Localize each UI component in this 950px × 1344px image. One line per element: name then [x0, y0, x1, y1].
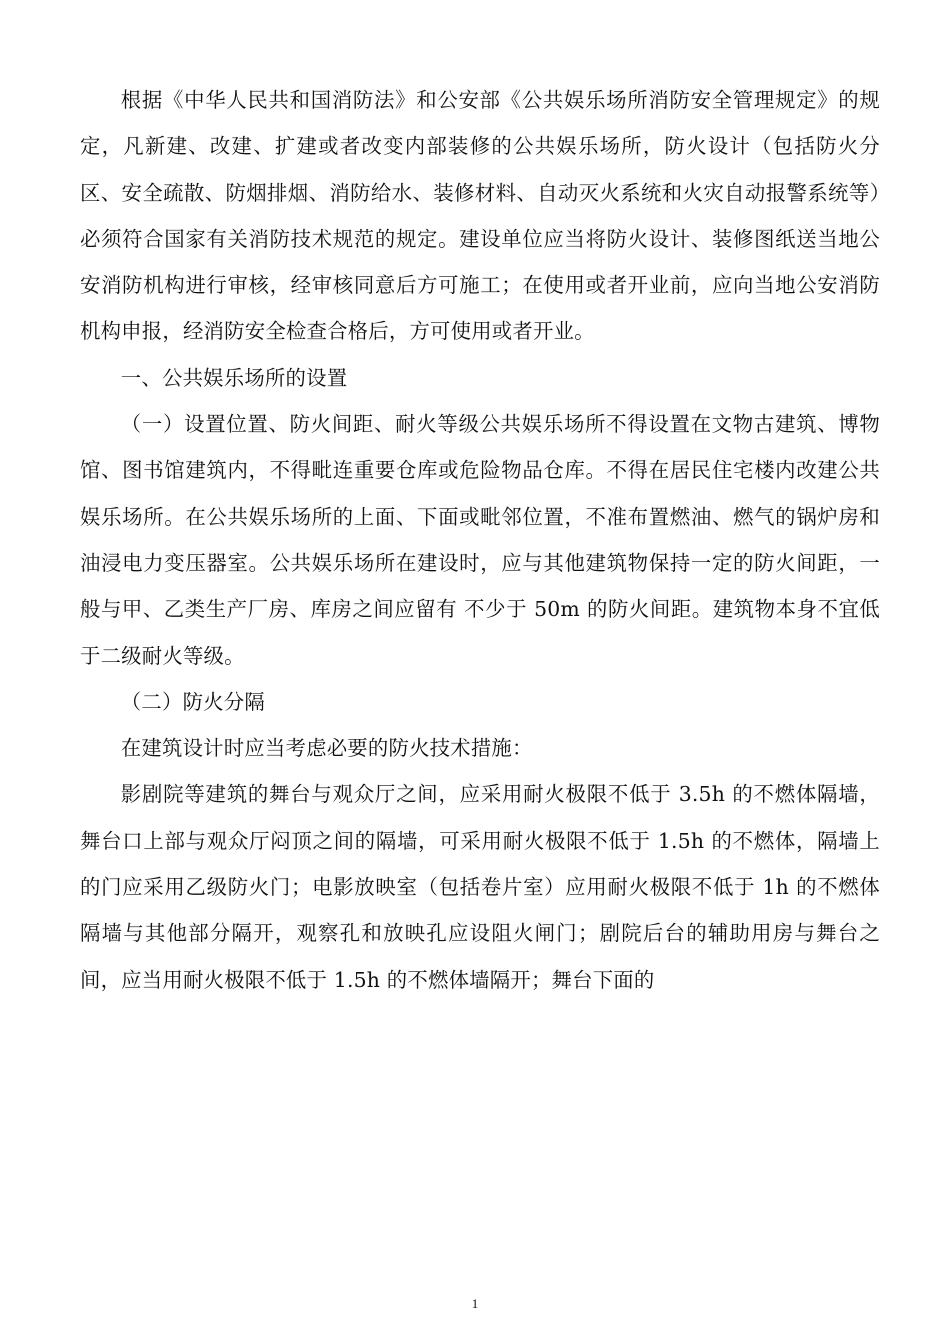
- page-number: 1: [471, 1296, 479, 1311]
- design-measures-paragraph: 在建筑设计时应当考虑必要的防火技术措施：: [120, 736, 533, 761]
- intro-paragraph: 根据《中华人民共和国消防法》和公安部《公共娱乐场所消防安全管理规定》的规定，凡新建、改建、扩建或者改变内部装修的公共娱乐场所，防火设计（包括防火分区、安全疏散、防烟排烟、消防给水、装修材料、自动灭火系统和火灾自动报警系统等）必须符合国家有关消防技术规范的规定。建设单位应当将防火设计、装修图纸送当地公安消防机构进行审核，经审核同意后方可施工；在使用或者开业前，应向当地公安消防机构申报，经消防安全检查合格后，方可使用或者开业。: [80, 88, 880, 344]
- subsection-1-paragraph: （一）设置位置、防火间距、耐火等级公共娱乐场所不得设置在文物古建筑、博物馆、图书馆建筑内，不得毗连重要仓库或危险物品仓库。不得在居民住宅楼内改建公共娱乐场所。在公共娱乐场所的上面、下面或毗邻位置，不准布置燃油、燃气的锅炉房和油浸电力变压器室。公共娱乐场所在建设时，应与其他建筑物保持一定的防火间距，一般与甲、乙类生产厂房、库房之间应留有 不少于 50m 的防火间距。建筑物本身不宜低于二级耐火等级。: [80, 412, 880, 668]
- subsection-2-heading: （二）防火分隔: [120, 689, 265, 714]
- document-body: [80, 77, 880, 1003]
- section-heading-1: 一、公共娱乐场所的设置: [120, 365, 348, 390]
- theater-separation-paragraph: 影剧院等建筑的舞台与观众厅之间，应采用耐火极限不低于 3.5h 的不燃体隔墙，舞台口上部与观众厅闷顶之间的隔墙，可采用耐火极限不低于 1.5h 的不燃体，隔墙上 的门应采用乙级防火门；电影放映室（包括卷片室）应用耐火极限不低于 1h 的不燃体隔墙与其他部分隔开，观察孔和放映孔应设阻火闸门；剧院后台的辅助用房与舞台之间，应当用耐火极限不低于 1.5h 的不燃体墙隔开；舞台下面的: [80, 782, 880, 992]
